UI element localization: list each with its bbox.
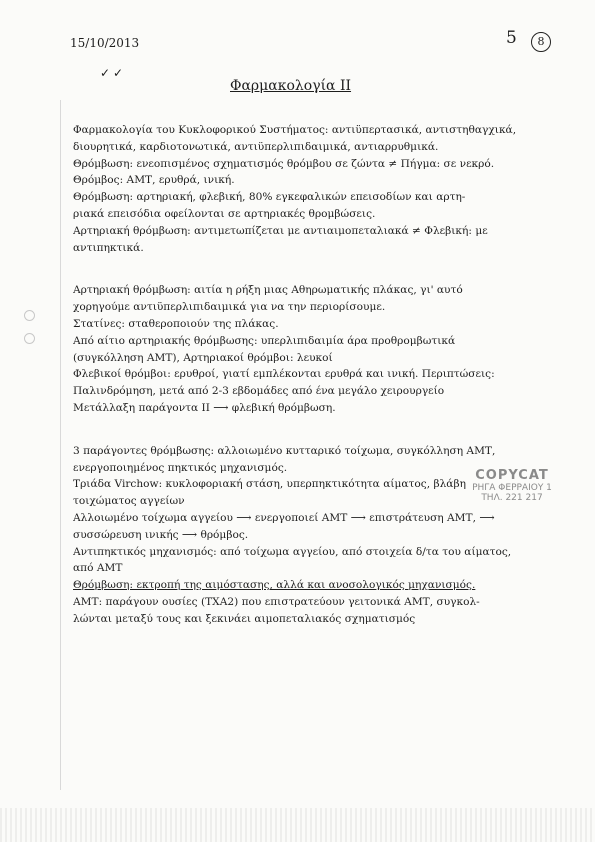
- punch-hole: [24, 310, 35, 321]
- note-line: (συγκόλληση ΑΜΤ), Αρτηριακοί θρόμβοι: λευκοί: [73, 351, 333, 364]
- copy-shop-stamp: [452, 468, 572, 503]
- note-date: 15/10/2013: [70, 36, 140, 50]
- stamp-address: ΡΗΓΑ ΦΕΡΡΑΙΟΥ 1: [472, 483, 552, 493]
- note-line: Θρόμβωση: ενεοπισμένος σχηματισμός θρόμβου σε ζώντα ≠ Πήγμα: σε νεκρό.: [73, 157, 495, 170]
- note-line: χορηγούμε αντιϋπερλιπιδαιμικά για να την περιορίσουμε.: [73, 301, 386, 314]
- notes-body: [73, 122, 543, 628]
- note-line: από ΑΜΤ: [73, 562, 123, 575]
- circled-number: 8: [531, 32, 551, 52]
- check-marks: ✓✓: [100, 66, 127, 80]
- page-number: 5: [506, 28, 517, 48]
- punch-holes: [24, 310, 38, 350]
- note-line: Θρόμβωση: αρτηριακή, φλεβική, 80% εγκεφαλικών επεισοδίων και αρτη-: [73, 191, 466, 204]
- note-line: διουρητικά, καρδιοτονωτικά, αντιϋπερλιπιδαιμικά, αντιαρρυθμικά.: [73, 140, 439, 153]
- note-line: Αντιπηκτικός μηχανισμός: από τοίχωμα αγγείου, από στοιχεία δ/τα του αίματος,: [73, 545, 512, 558]
- margin-line: [60, 100, 61, 790]
- scan-noise: [0, 808, 595, 842]
- page-title: Φαρμακολογία II: [230, 78, 352, 94]
- note-line: 3 παράγοντες θρόμβωσης: αλλοιωμένο κυτταρικό τοίχωμα, συγκόλληση ΑΜΤ,: [73, 444, 496, 457]
- note-line: Θρόμβωση: εκτροπή της αιμόστασης, αλλά και ανοσολογικός μηχανισμός.: [73, 579, 476, 592]
- stamp-name: COPYCAT: [475, 468, 549, 483]
- note-line: Φλεβικοί θρόμβοι: ερυθροί, γιατί εμπλέκονται ερυθρά και ινική. Περιπτώσεις:: [73, 368, 495, 381]
- note-line: Από αίτιο αρτηριακής θρόμβωσης: υπερλιπιδαιμία άρα προθρομβωτικά: [73, 334, 456, 347]
- note-line: Θρόμβος: ΑΜΤ, ερυθρά, ινική.: [73, 174, 235, 187]
- note-line: Μετάλλαξη παράγοντα II ⟶ φλεβική θρόμβωση.: [73, 401, 336, 414]
- punch-hole: [24, 333, 35, 344]
- note-line: Αλλοιωμένο τοίχωμα αγγείου ⟶ ενεργοποιεί ΑΜΤ ⟶ επιστράτευση ΑΜΤ, ⟶: [73, 511, 495, 524]
- note-line: αντιπηκτικά.: [73, 241, 144, 254]
- note-line: ΑΜΤ: παράγουν ουσίες (ΤΧΑ2) που επιστρατεύουν γειτονικά ΑΜΤ, συγκολ-: [73, 595, 480, 608]
- note-line: ενεργοποιημένος πηκτικός μηχανισμός.: [73, 461, 288, 474]
- note-line: Αρτηριακή θρόμβωση: αντιμετωπίζεται με αντιαιμοπεταλιακά ≠ Φλεβική: με: [73, 224, 488, 237]
- note-line: Φαρμακολογία του Κυκλοφορικού Συστήματος: αντιϋπερτασικά, αντιστηθαγχικά,: [73, 124, 517, 136]
- note-line: λώνται μεταξύ τους και ξεκινάει αιμοπεταλιακός σχηματισμός: [73, 612, 416, 625]
- stamp-phone: ΤΗΛ. 221 217: [481, 493, 543, 503]
- note-line: συσσώρευση ινικής ⟶ θρόμβος.: [73, 528, 249, 541]
- note-line: Παλινδρόμηση, μετά από 2-3 εβδομάδες από ένα μεγάλο χειρουργείο: [73, 385, 445, 398]
- note-line: Τριάδα Virchow: κυκλοφοριακή στάση, υπερπηκτικότητα αίματος, βλάβη: [73, 478, 466, 491]
- note-line: Στατίνες: σταθεροποιούν της πλάκας.: [73, 317, 279, 330]
- note-line: ριακά επεισόδια οφείλονται σε αρτηριακές θρομβώσεις.: [73, 207, 376, 220]
- note-line: τοιχώματος αγγείων: [73, 495, 185, 508]
- note-line: Αρτηριακή θρόμβωση: αιτία η ρήξη μιας Αθηρωματικής πλάκας, γι' αυτό: [73, 284, 463, 297]
